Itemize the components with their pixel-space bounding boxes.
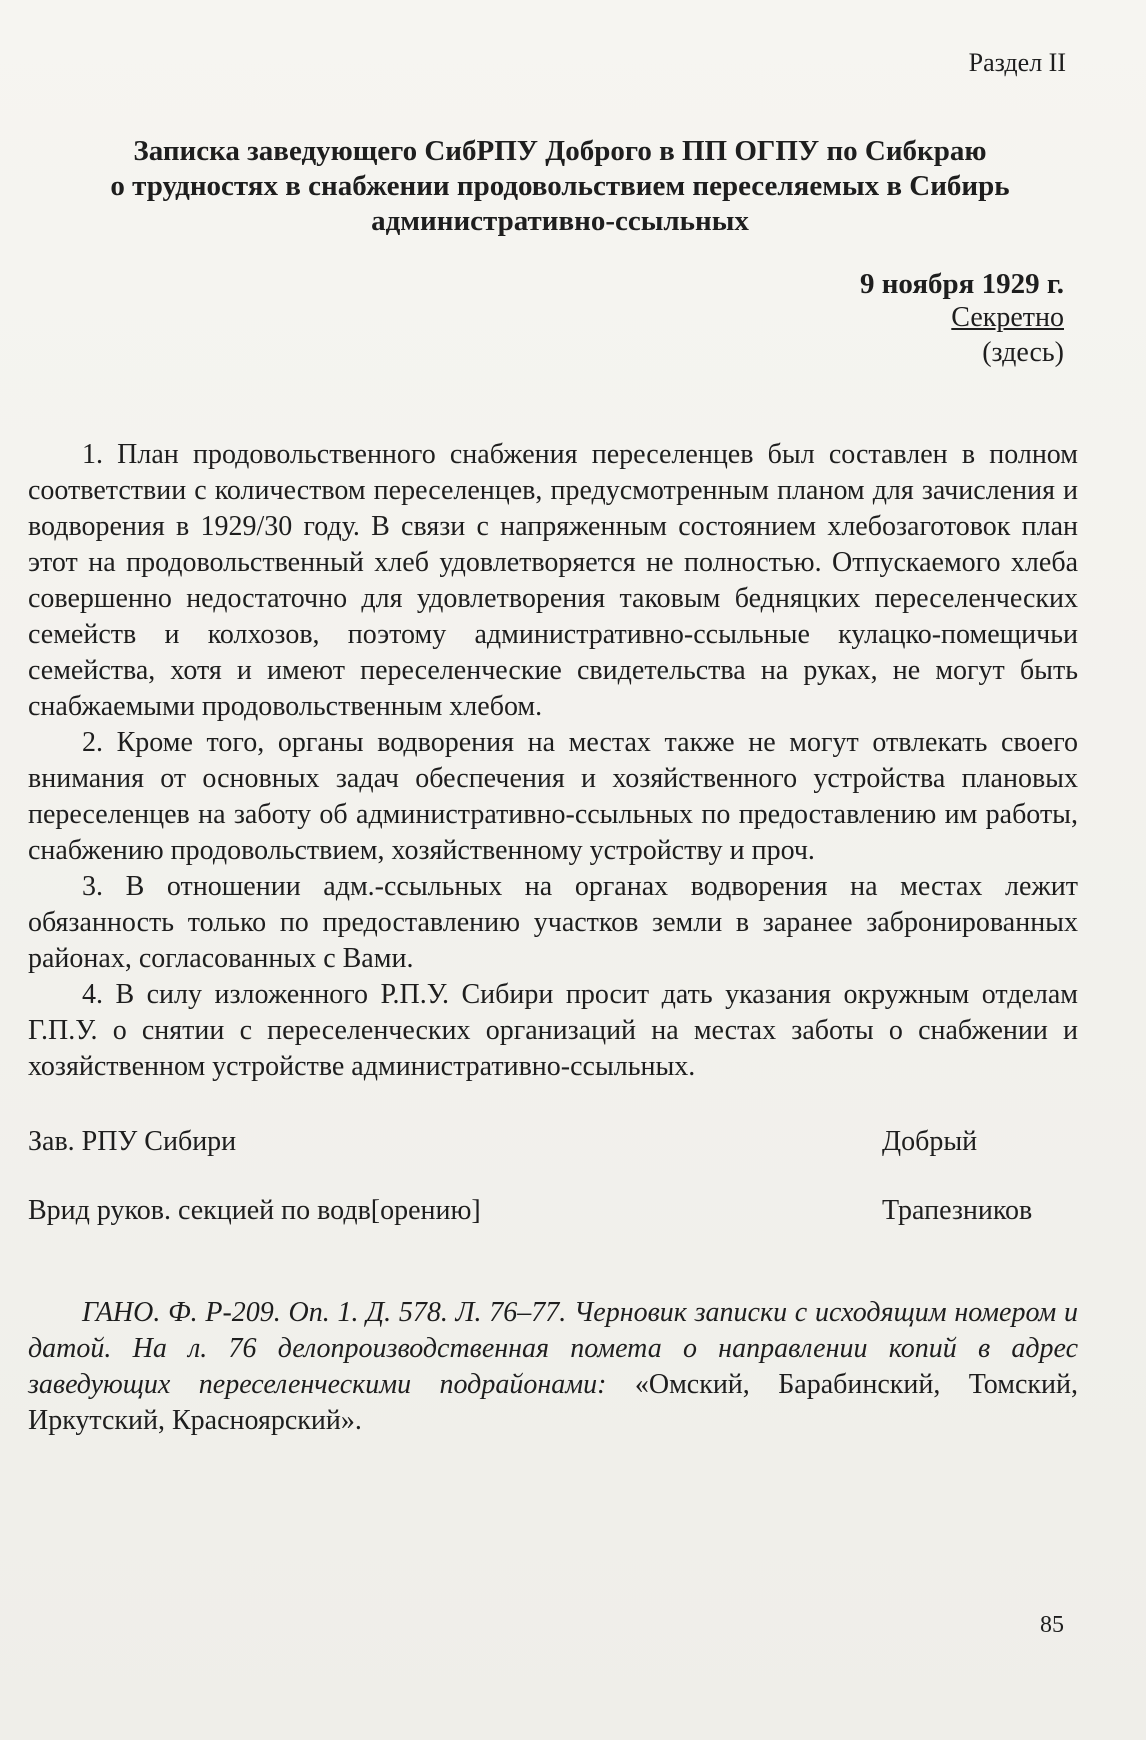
paragraph: 3. В отношении адм.-ссыльных на органах водворения на местах лежит обязанность только по предоставлению участков земли в заранее забронированных районах, согласованных с Вами. (28, 871, 1078, 974)
secrecy-mark: Секретно (951, 302, 1064, 333)
title-line: административно-ссыльных (371, 205, 749, 237)
source-quote: «Омский, Барабинский, Томский, Иркутский, Красноярский». (28, 1369, 1078, 1436)
paragraph: 4. В силу изложенного Р.П.У. Сибири просит дать указания окружным отделам Г.П.У. о снятии с переселенческих организаций на местах заботы о снабжении и хозяйственном устройстве административно-ссыльных. (28, 979, 1078, 1082)
signatory-role: Зав. РПУ Сибири (28, 1126, 237, 1157)
document-body (28, 437, 1078, 1085)
document-title (60, 134, 1060, 239)
page-number: 85 (1040, 1612, 1064, 1638)
source-paragraph (28, 1295, 1078, 1439)
signatory-name: Добрый (882, 1126, 978, 1157)
paragraph: 2. Кроме того, органы водворения на местах также не могут отвлекать своего внимания от основных задач обеспечения и хозяйственного устройства плановых переселенцев на заботу об административно-ссыльных по предоставлению им работы, снабжению продовольствием, хозяйственному устройству и проч. (28, 727, 1078, 866)
section-label: Раздел II (968, 48, 1066, 77)
paragraph: 1. План продовольственного снабжения переселенцев был составлен в полном соответствии с количеством переселенцев, предусмотренным планом для зачисления и водворения в 1929/30 году. В связи с напряженным состоянием хлебозаготовок план этот на продовольственный хлеб удовлетворяется не полностью. Отпускаемого хлеба совершенно недостаточно для удовлетворения таковым бедняцких переселенческих семейств и колхозов, поэтому административно-ссыльные кулацко-помещичьи семейства, хотя и имеют переселенческие свидетельства на руках, не могут быть снабжаемыми продовольственным хлебом. (28, 439, 1078, 722)
document-date: 9 ноября 1929 г. (859, 268, 1064, 300)
location-mark: (здесь) (982, 337, 1064, 368)
archival-source-note (28, 1295, 1078, 1439)
source-reference: ГАНО. Ф. Р-209. Оп. 1. Д. 578. Л. 76–77. Черновик записки с исходящим номером и датой. На л. 76 делопроизводственная помета о направлении копий в адрес заведующих переселенческими подрайонами: (28, 1297, 1078, 1400)
signatory-name: Трапезников (882, 1195, 1033, 1226)
signatory-role: Врид руков. секцией по водв[орению] (28, 1195, 481, 1226)
title-line: Записка заведующего СибРПУ Доброго в ПП ОГПУ по Сибкраю (133, 135, 987, 167)
title-line: о трудностях в снабжении продовольствием переселяемых в Сибирь (110, 170, 1010, 202)
